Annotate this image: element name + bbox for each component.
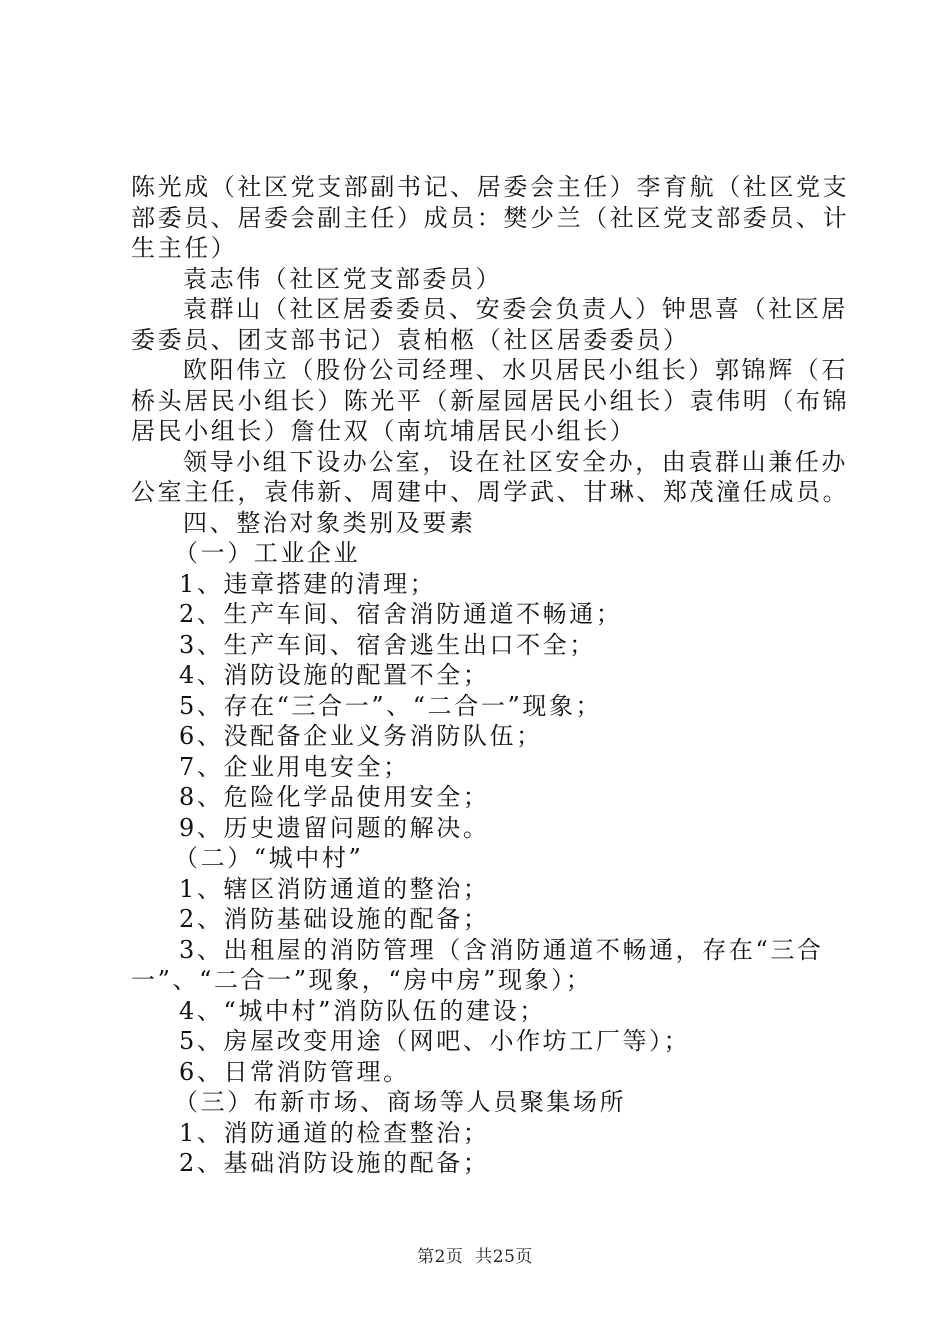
list-item: 4、“城中村”消防队伍的建设； <box>179 996 546 1025</box>
list-item: 1、消防通道的检查整治； <box>179 1118 490 1147</box>
subsection-heading: （二）“城中村” <box>174 844 364 872</box>
section-heading: 四、整治对象类别及要素 <box>183 508 476 537</box>
page-number: 第2页 <box>417 1247 464 1267</box>
list-item: 5、房屋改变用途（网吧、小作坊工厂等）； <box>179 1027 691 1055</box>
text-line: 领导小组下设办公室，设在社区安全办，由袁群山兼任办 <box>183 447 848 476</box>
page-footer <box>0 1242 950 1267</box>
subsection-heading: （一）工业企业 <box>174 539 361 567</box>
document-body <box>131 172 850 1179</box>
text-line: 一”、“二合一”现象，“房中房”现象）； <box>131 966 593 994</box>
list-item: 3、生产车间、宿舍逃生出口不全； <box>179 630 596 659</box>
text-line: 居民小组长）詹仕双（南坑埔居民小组长） <box>131 417 637 445</box>
text-line: 欧阳伟立（股份公司经理、水贝居民小组长）郭锦辉（石 <box>183 356 848 384</box>
list-item: 2、消防基础设施的配备； <box>179 905 490 933</box>
list-item: 2、生产车间、宿舍消防通道不畅通； <box>179 600 623 628</box>
list-item: 9、历史遗留问题的解决。 <box>179 813 490 842</box>
list-item: 1、违章搭建的清理； <box>179 569 437 598</box>
text-line: 生主任） <box>131 234 238 262</box>
subsection-heading: （三）布新市场、商场等人员聚集场所 <box>174 1088 627 1116</box>
list-item: 1、辖区消防通道的整治； <box>179 874 490 903</box>
list-item: 6、没配备企业义务消防队伍； <box>179 722 543 750</box>
list-item: 2、基础消防设施的配备； <box>179 1149 490 1177</box>
text-line: 公室主任，袁伟新、周建中、周学武、甘琳、郑茂潼任成员。 <box>131 478 850 506</box>
text-line: 袁群山（社区居委委员、安委会负责人）钟思喜（社区居 <box>183 295 848 323</box>
list-item: 8、危险化学品使用安全； <box>179 783 490 811</box>
text-line: 袁志伟（社区党支部委员） <box>183 264 503 293</box>
list-item: 3、出租屋的消防管理（含消防通道不畅通，存在“三合 <box>179 935 824 964</box>
list-item: 6、日常消防管理。 <box>179 1057 410 1086</box>
text-line: 部委员、居委会副主任）成员：樊少兰（社区党支部委员、计 <box>131 203 850 232</box>
list-item: 5、存在“三合一”、“二合一”现象； <box>179 691 603 720</box>
text-line: 委委员、团支部书记）袁柏柩（社区居委委员） <box>131 325 690 354</box>
list-item: 7、企业用电安全； <box>179 752 410 781</box>
text-line: 桥头居民小组长）陈光平（新屋园居民小组长）袁伟明（布锦 <box>131 386 850 415</box>
list-item: 4、消防设施的配置不全； <box>179 661 490 689</box>
text-line: 陈光成（社区党支部副书记、居委会主任）李育航（社区党支 <box>131 173 850 201</box>
page-total: 共25页 <box>475 1247 533 1267</box>
